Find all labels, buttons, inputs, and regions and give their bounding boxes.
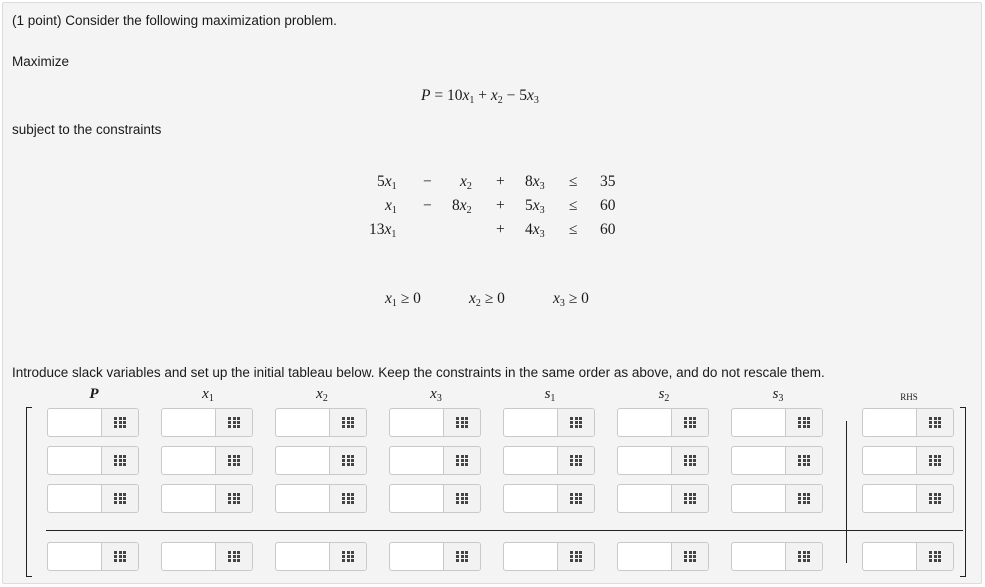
grid-icon — [114, 455, 126, 466]
tableau-cell-input[interactable] — [732, 447, 792, 474]
tableau-cell-input[interactable] — [863, 409, 923, 436]
equation-editor-button[interactable] — [101, 447, 138, 474]
tableau-cell — [161, 484, 253, 513]
tableau-cell — [47, 446, 139, 475]
equation-editor-button[interactable] — [916, 447, 953, 474]
tableau-cell-input[interactable] — [276, 409, 336, 436]
tableau-cell — [47, 542, 139, 571]
equation-editor-button[interactable] — [329, 447, 366, 474]
tableau-cell-input[interactable] — [276, 447, 336, 474]
grid-icon — [228, 551, 240, 562]
column-header-x1: $x_1$ — [202, 386, 214, 404]
tableau-cell-input[interactable] — [48, 543, 108, 570]
grid-icon — [342, 493, 354, 504]
grid-icon — [342, 417, 354, 428]
column-header-s2: $s_2$ — [658, 386, 670, 404]
equation-editor-button[interactable] — [215, 447, 252, 474]
tableau-cell — [47, 484, 139, 513]
tableau-cell — [275, 446, 367, 475]
equation-editor-button[interactable] — [557, 485, 594, 512]
tableau-cell-input[interactable] — [162, 485, 222, 512]
equation-editor-button[interactable] — [785, 409, 822, 436]
tableau-cell-input[interactable] — [732, 409, 792, 436]
tableau-cell — [617, 484, 709, 513]
tableau-cell-input[interactable] — [732, 543, 792, 570]
tableau-cell-input[interactable] — [390, 447, 450, 474]
grid-icon — [342, 455, 354, 466]
column-header-s1: $s_1$ — [544, 386, 556, 404]
tableau-cell — [503, 542, 595, 571]
equation-editor-button[interactable] — [557, 447, 594, 474]
tableau-cell-input[interactable] — [732, 485, 792, 512]
tableau-cell — [503, 484, 595, 513]
tableau-cell-input[interactable] — [504, 447, 564, 474]
equation-editor-button[interactable] — [101, 409, 138, 436]
tableau-cell-input[interactable] — [618, 409, 678, 436]
column-header-p: P — [89, 386, 99, 402]
nonneg-x3: $x_3 \ge 0$ — [553, 290, 589, 309]
tableau-cell-input[interactable] — [276, 485, 336, 512]
grid-icon — [684, 455, 696, 466]
objective-function: $P = 10x_1 + x_2 - 5x_3$ — [421, 87, 539, 106]
tableau-cell-input[interactable] — [48, 485, 108, 512]
problem-intro: (1 point) Consider the following maximization problem. — [12, 13, 337, 28]
tableau-cell-input[interactable] — [48, 409, 108, 436]
tableau-cell-input[interactable] — [162, 409, 222, 436]
equation-editor-button[interactable] — [557, 543, 594, 570]
tableau-cell-input[interactable] — [618, 485, 678, 512]
tableau-cell — [389, 542, 481, 571]
tableau-cell — [617, 542, 709, 571]
equation-editor-button[interactable] — [671, 485, 708, 512]
equation-editor-button[interactable] — [101, 485, 138, 512]
tableau-cell — [862, 542, 954, 571]
tableau-cell — [731, 408, 823, 437]
column-header-x3: $x_3$ — [430, 386, 442, 404]
grid-icon — [798, 493, 810, 504]
equation-editor-button[interactable] — [671, 409, 708, 436]
tableau-cell — [389, 484, 481, 513]
tableau-cell-input[interactable] — [162, 447, 222, 474]
grid-icon — [456, 455, 468, 466]
grid-icon — [684, 551, 696, 562]
equation-editor-button[interactable] — [215, 409, 252, 436]
grid-icon — [929, 455, 941, 466]
grid-icon — [684, 417, 696, 428]
grid-icon — [570, 455, 582, 466]
tableau-cell — [389, 446, 481, 475]
tableau-cell-input[interactable] — [618, 543, 678, 570]
tableau-cell-input[interactable] — [504, 485, 564, 512]
grid-icon — [228, 493, 240, 504]
tableau-cell — [617, 446, 709, 475]
equation-editor-button[interactable] — [329, 543, 366, 570]
equation-editor-button[interactable] — [671, 447, 708, 474]
equation-editor-button[interactable] — [443, 485, 480, 512]
tableau-cell — [275, 542, 367, 571]
tableau-cell — [862, 446, 954, 475]
grid-icon — [929, 417, 941, 428]
subject-to-label: subject to the constraints — [12, 122, 162, 137]
tableau-cell-input[interactable] — [390, 543, 450, 570]
equation-editor-button[interactable] — [785, 447, 822, 474]
grid-icon — [114, 551, 126, 562]
tableau-cell-input[interactable] — [276, 543, 336, 570]
equation-editor-button[interactable] — [443, 409, 480, 436]
grid-icon — [456, 417, 468, 428]
tableau-cell-input[interactable] — [863, 543, 923, 570]
equation-editor-button[interactable] — [215, 485, 252, 512]
tableau-cell — [503, 408, 595, 437]
equation-editor-button[interactable] — [557, 409, 594, 436]
equation-editor-button[interactable] — [916, 409, 953, 436]
equation-editor-button[interactable] — [443, 447, 480, 474]
grid-icon — [228, 417, 240, 428]
equation-editor-button[interactable] — [215, 543, 252, 570]
tableau-cell — [47, 408, 139, 437]
tableau-cell — [389, 408, 481, 437]
tableau-instructions: Introduce slack variables and set up the initial tableau below. Keep the constraints in the same order as above, and do not rescale them. — [12, 365, 825, 380]
grid-icon — [798, 551, 810, 562]
column-header-rhs: RHS — [900, 392, 918, 402]
grid-icon — [570, 551, 582, 562]
matrix-left-bracket — [26, 407, 32, 577]
grid-icon — [114, 493, 126, 504]
tableau-cell-input[interactable] — [863, 485, 923, 512]
grid-icon — [456, 551, 468, 562]
tableau-cell — [275, 408, 367, 437]
grid-icon — [228, 455, 240, 466]
equation-editor-button[interactable] — [329, 485, 366, 512]
equation-editor-button[interactable] — [916, 543, 953, 570]
tableau-cell — [862, 408, 954, 437]
equation-editor-button[interactable] — [785, 485, 822, 512]
equation-editor-button[interactable] — [671, 543, 708, 570]
tableau-cell — [617, 408, 709, 437]
equation-editor-button[interactable] — [443, 543, 480, 570]
nonneg-x1: $x_1 \ge 0$ — [385, 290, 421, 309]
problem-panel: (1 point) Consider the following maximization problem. Maximize $P = 10x_1 + x_2 - 5x_3$ subject to the constraints $5x_1$ − $x_2$ + $8x_3$ ≤ 35 $x_1$ − $8x_2$ + $5x_3$ ≤ 60 $13x_1$ + $4x_3$ ≤ 60 $x_1 \ge 0$ $x_2 \ge 0$ $x_3 \ge 0$ Introduce slack variables and set up the initial tableau below. Keep the constraints in the same order as above, and do not rescale them. P $x_1$ $x_2$ $x_3$ $s_1$ $s_2$ $s_3$ RHS — [2, 2, 982, 584]
grid-icon — [798, 455, 810, 466]
grid-icon — [798, 417, 810, 428]
tableau-cell-input[interactable] — [863, 447, 923, 474]
tableau-cell — [731, 542, 823, 571]
equation-editor-button[interactable] — [785, 543, 822, 570]
equation-editor-button[interactable] — [916, 485, 953, 512]
tableau-cell-input[interactable] — [162, 543, 222, 570]
tableau-cell — [862, 484, 954, 513]
tableau-cell-input[interactable] — [504, 543, 564, 570]
tableau-cell-input[interactable] — [390, 409, 450, 436]
maximize-label: Maximize — [12, 54, 70, 69]
tableau-cell-input[interactable] — [390, 485, 450, 512]
objective-row-divider — [46, 530, 963, 531]
grid-icon — [570, 493, 582, 504]
grid-icon — [114, 417, 126, 428]
matrix-right-bracket — [960, 407, 966, 577]
tableau-cell — [503, 446, 595, 475]
tableau-cell — [731, 446, 823, 475]
grid-icon — [929, 551, 941, 562]
grid-icon — [342, 551, 354, 562]
tableau-cell — [731, 484, 823, 513]
tableau-cell — [161, 408, 253, 437]
column-header-s3: $s_3$ — [772, 386, 784, 404]
grid-icon — [570, 417, 582, 428]
tableau-cell — [161, 542, 253, 571]
tableau-cell — [275, 484, 367, 513]
tableau-cell — [161, 446, 253, 475]
nonneg-x2: $x_2 \ge 0$ — [469, 290, 505, 309]
tableau-cell-input[interactable] — [504, 409, 564, 436]
grid-icon — [684, 493, 696, 504]
grid-icon — [456, 493, 468, 504]
equation-editor-button[interactable] — [329, 409, 366, 436]
rhs-column-divider — [846, 421, 847, 563]
column-header-x2: $x_2$ — [316, 386, 328, 404]
equation-editor-button[interactable] — [101, 543, 138, 570]
tableau-cell-input[interactable] — [48, 447, 108, 474]
tableau-cell-input[interactable] — [618, 447, 678, 474]
grid-icon — [929, 493, 941, 504]
